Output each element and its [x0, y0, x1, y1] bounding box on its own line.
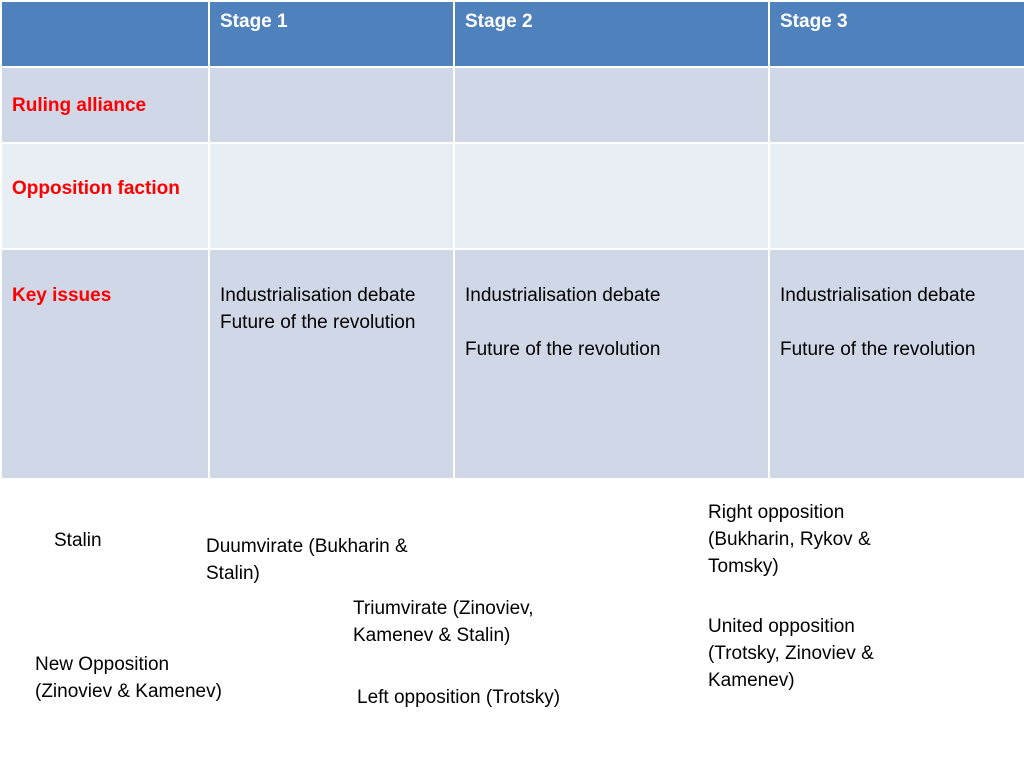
table-header-row: [1, 1, 1024, 67]
label-line: Duumvirate (Bukharin &: [206, 536, 408, 557]
row-label-ruling-alliance: Ruling alliance: [1, 67, 209, 143]
header-cell-empty: [1, 1, 209, 67]
label-line: (Bukharin, Rykov &: [708, 529, 871, 550]
label-line: (Zinoviev & Kamenev): [35, 681, 222, 702]
label-line: (Trotsky, Zinoviev &: [708, 643, 874, 664]
table-row-opposition-faction: [1, 143, 1024, 249]
label-united-opposition[interactable]: [708, 613, 874, 694]
label-line: Right opposition: [708, 502, 845, 523]
label-line: Stalin): [206, 563, 260, 584]
cell-key-issues-stage-1: [209, 249, 454, 479]
cell-ruling-alliance-stage-1: [209, 67, 454, 143]
row-label-key-issues: Key issues: [1, 249, 209, 479]
issue-text: Industrialisation debate: [780, 285, 976, 306]
cell-opposition-faction-stage-1: [209, 143, 454, 249]
cell-key-issues-stage-3: [769, 249, 1024, 479]
label-new-opposition[interactable]: [35, 651, 222, 705]
label-line: Tomsky): [708, 556, 779, 577]
cell-opposition-faction-stage-2: [454, 143, 769, 249]
cell-key-issues-stage-2: [454, 249, 769, 479]
header-cell-stage-1: Stage 1: [209, 1, 454, 67]
cell-ruling-alliance-stage-2: [454, 67, 769, 143]
label-left-opposition[interactable]: Left opposition (Trotsky): [357, 687, 561, 708]
label-line: New Opposition: [35, 654, 170, 675]
issue-text: Future of the revolution: [465, 339, 661, 360]
label-right-opposition[interactable]: [708, 499, 871, 580]
label-stalin[interactable]: Stalin: [54, 530, 102, 551]
issue-text: Industrialisation debate: [465, 285, 661, 306]
label-duumvirate[interactable]: [206, 533, 408, 587]
label-triumvirate[interactable]: [353, 595, 534, 649]
label-line: Kamenev & Stalin): [353, 625, 511, 646]
cell-ruling-alliance-stage-3: [769, 67, 1024, 143]
label-line: Kamenev): [708, 670, 795, 691]
header-cell-stage-3: Stage 3: [769, 1, 1024, 67]
issue-text: Future of the revolution: [780, 339, 976, 360]
header-cell-stage-2: Stage 2: [454, 1, 769, 67]
label-line: United opposition: [708, 616, 855, 637]
cell-opposition-faction-stage-3: [769, 143, 1024, 249]
row-label-opposition-faction: Opposition faction: [1, 143, 209, 249]
issue-text: Future of the revolution: [220, 312, 416, 333]
table-row-ruling-alliance: [1, 67, 1024, 143]
issue-text: Industrialisation debate: [220, 285, 416, 306]
table-row-key-issues: [1, 249, 1024, 479]
label-line: Triumvirate (Zinoviev,: [353, 598, 534, 619]
